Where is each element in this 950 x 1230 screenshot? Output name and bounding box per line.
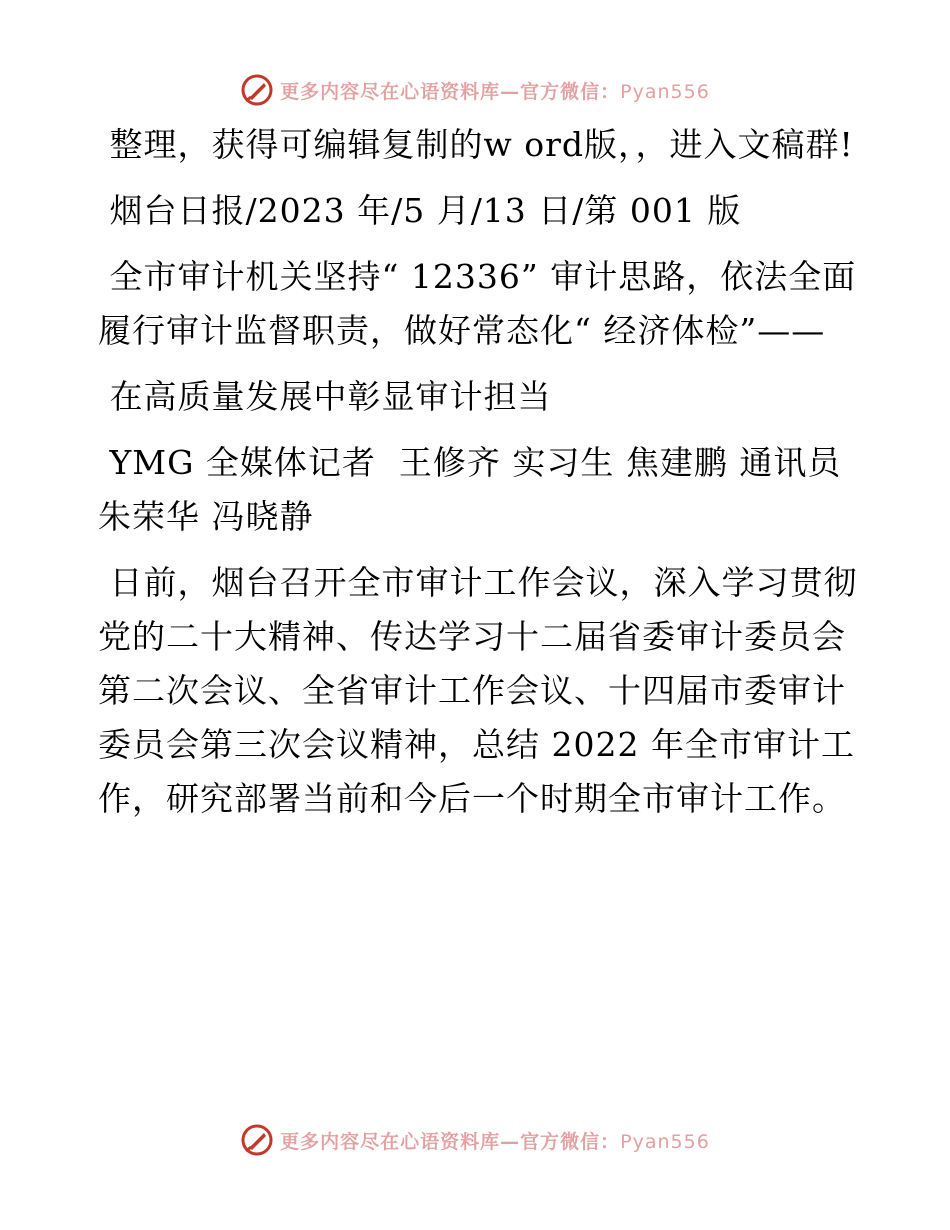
header-watermark (0, 70, 950, 110)
body-paragraph: 日前，烟台召开全市审计工作会议，深入学习贯彻党的二十大精神、传达学习十二届省委审计委员会第二次会议、全省审计工作会议、十四届市委审计委员会第三次会议精神，总结 2022 年全市审计工作，研究部署当前和今后一个时期全市审计工作。 (98, 563, 858, 818)
footer-watermark (0, 1120, 950, 1160)
source-line: 烟台日报/2023 年/5 月/13 日/第 001 版 (98, 191, 742, 230)
watermark-label: 更多内容尽在心语资料库—官方微信： (280, 1130, 621, 1153)
headline: 在高质量发展中彰显审计担当 (98, 377, 552, 416)
feather-pen-logo-icon (240, 1123, 274, 1157)
feather-pen-logo-icon (240, 73, 274, 107)
watermark-text (280, 1127, 710, 1154)
document-body (98, 118, 858, 838)
watermark-label: 更多内容尽在心语资料库—官方微信： (280, 80, 621, 103)
watermark-wechat-id: Pyan556 (620, 1130, 710, 1153)
intro-paragraph: 整理，获得可编辑复制的w ord版，，进入文稿群! (98, 125, 854, 164)
watermark-wechat-id: Pyan556 (620, 80, 710, 103)
watermark-text (280, 77, 710, 104)
byline: YMG 全媒体记者 王修齐 实习生 焦建鹏 通讯员 朱荣华 冯晓静 (98, 443, 853, 536)
headline-kicker: 全市审计机关坚持“ 12336” 审计思路，依法全面履行审计监督职责，做好常态化“ 经济体检”—— (98, 257, 857, 350)
